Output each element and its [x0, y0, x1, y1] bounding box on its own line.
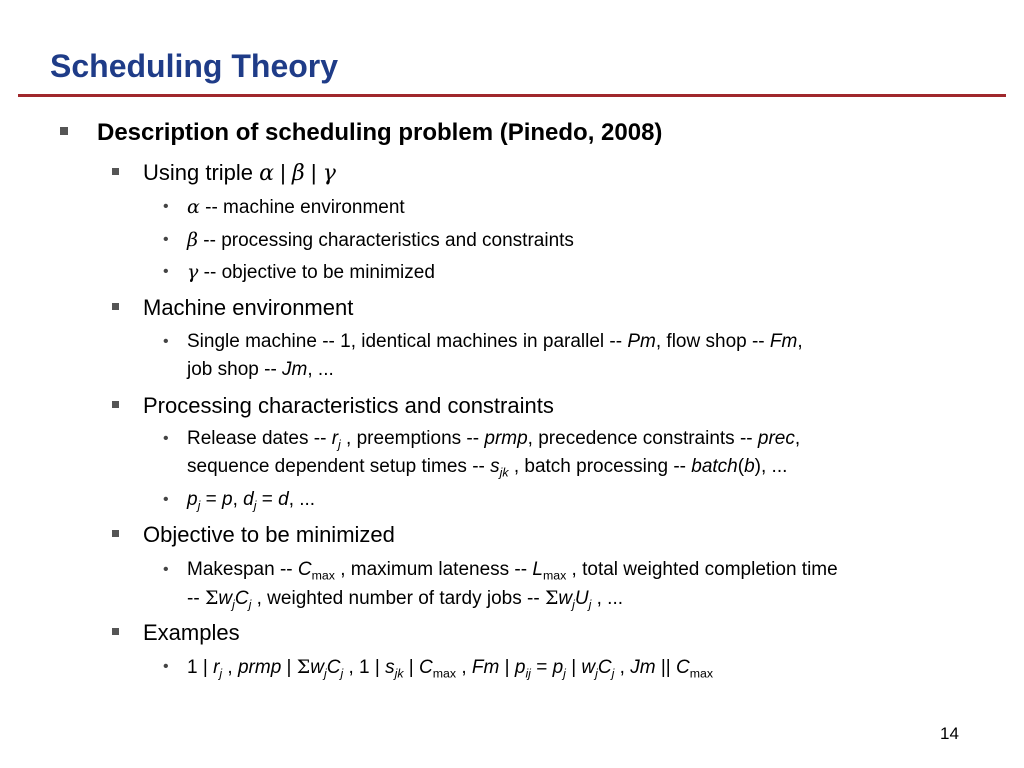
dot-bullet-icon: •	[163, 430, 169, 447]
using-triple-line	[143, 160, 336, 186]
dot-bullet-icon: •	[163, 561, 169, 578]
objective-label: Objective to be minimized	[143, 522, 395, 547]
examples-line: 1 | $r_j$ , prmp | $\Sigma w_jC_j$ , 1 | $s_{jk}$ | $C_{max}$ , Fm | $p_{ij} = p_j$ | $w_jC_j$ , Jm || $C_{max}$	[187, 656, 714, 681]
square-bullet-icon	[60, 127, 68, 135]
square-bullet-icon	[112, 530, 119, 537]
processing-line-2: sequence dependent setup times -- $s_{jk}$ , batch processing -- batch(b), ...	[187, 456, 788, 480]
machine-env-label: Machine environment	[143, 295, 354, 320]
dot-bullet-icon: •	[163, 198, 169, 215]
separator: |	[310, 160, 317, 185]
square-bullet-icon	[112, 303, 119, 310]
processing-line-3: $p_j = p$, $d_j = d$, ...	[187, 489, 316, 513]
objective-line-1: Makespan -- $C_{max}$ , maximum lateness -- $L_{max}$ , total weighted completion time	[187, 559, 838, 583]
triple-item-alpha: α -- machine environment	[187, 196, 405, 218]
slide-title: Scheduling Theory	[50, 48, 339, 84]
square-bullet-icon	[112, 401, 119, 408]
triple-item-gamma: γ -- objective to be minimized	[187, 261, 435, 283]
objective-line-2: -- $\Sigma w_jC_j$ , weighted number of tardy jobs -- $\Sigma w_jU_j$ , ...	[187, 587, 624, 612]
examples-label: Examples	[143, 620, 240, 645]
machine-env-line-2: job shop -- Jm, ...	[187, 359, 334, 380]
processing-label: Processing characteristics and constraints	[143, 393, 554, 418]
machine-env-line-1: Single machine -- 1, identical machines in parallel -- Pm, flow shop -- Fm,	[187, 331, 803, 352]
using-triple-text: Using triple	[143, 160, 254, 185]
square-bullet-icon	[112, 168, 119, 175]
gamma-symbol: γ	[322, 161, 336, 186]
dot-bullet-icon: •	[163, 263, 169, 280]
beta-symbol: β	[292, 161, 305, 186]
page-number: 14	[940, 724, 959, 743]
dot-bullet-icon: •	[163, 333, 169, 350]
square-bullet-icon	[112, 628, 119, 635]
dot-bullet-icon: •	[163, 231, 169, 248]
main-heading: Description of scheduling problem (Pinedo, 2008)	[97, 119, 663, 146]
processing-line-1: Release dates -- $r_j$ , preemptions -- prmp, precedence constraints -- prec,	[187, 428, 801, 452]
separator: |	[280, 160, 286, 185]
dot-bullet-icon: •	[163, 658, 169, 675]
triple-item-beta: β -- processing characteristics and constraints	[187, 229, 574, 251]
alpha-symbol: α	[259, 161, 275, 186]
dot-bullet-icon: •	[163, 491, 169, 508]
